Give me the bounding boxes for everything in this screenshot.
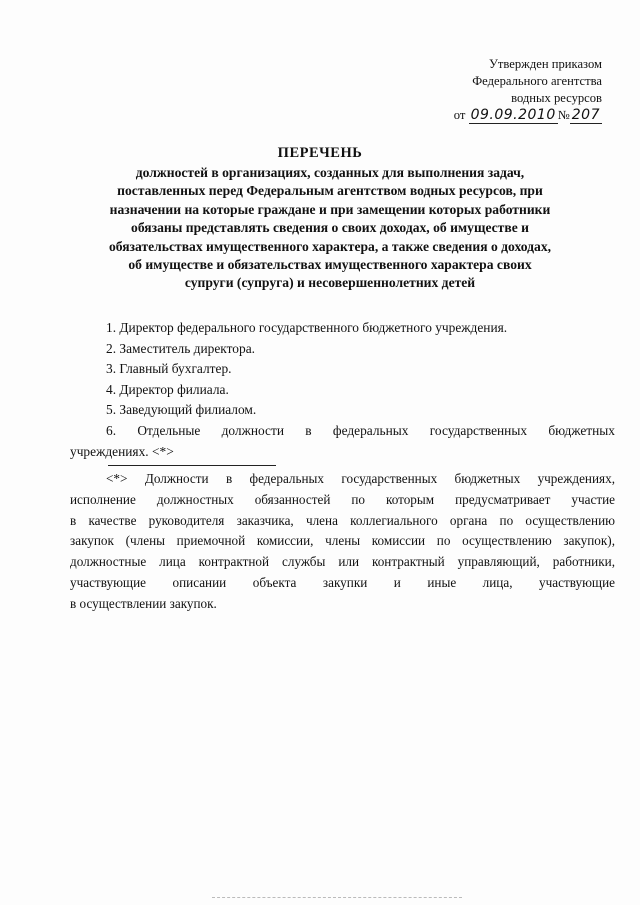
footnote-divider [108,465,276,466]
subtitle-line: назначении на которые граждане и при замещении которых работники [109,201,551,217]
footnote-line: исполнение должностных обязанностей по которым предусматривает участие [70,491,615,507]
footnote-line: должностные лица контрактной службы или контрактный управляющий, работники, [70,554,615,570]
footnote-line: в осуществлении закупок. [70,595,217,611]
approval-line-3: водных ресурсов [511,91,602,105]
approval-line-1: Утвержден приказом [489,57,602,71]
list-item: 2. Заместитель директора. [106,340,255,356]
subtitle-line: супруги (супруга) и несовершеннолетних детей [184,275,476,291]
handwritten-number: 207 [571,107,600,123]
approval-date-line [454,107,602,124]
list-item: 1. Директор федерального государственного бюджетного учреждения. [106,320,508,335]
scan-artifact-line [212,897,462,898]
subtitle-line: об имуществе и обязательствах имущественного характера своих [128,257,532,273]
approval-block [454,56,602,124]
list-item: 4. Директор филиала. [106,381,229,397]
date-prefix: от [453,108,466,122]
footnote-line: закупок (члены приемочной комиссии, члены комиссии по осуществлению закупок), [70,533,615,549]
footnote [70,469,615,615]
subtitle-line: должностей в организациях, созданных для выполнения задач, [135,165,525,180]
footnote-line: участвующие описании объекта закупки и иные лица, участвующие [70,574,615,590]
positions-list [70,318,615,462]
list-item-6-line-2: учреждениях. <*> [70,443,174,459]
subtitle-line: обязаны представлять сведения о своих доходах, об имуществе и [131,220,529,236]
document-subtitle [80,164,580,293]
footnote-line: <*> Должности в федеральных государственных бюджетных учреждениях, [106,471,615,486]
footnote-line: в качестве руководителя заказчика, члена коллегиального органа по осуществлению [70,512,615,528]
number-sign: № [557,108,570,122]
handwritten-date: 09.09.2010 [470,107,556,123]
approval-line-2: Федерального агентства [472,74,602,88]
list-item-6-line-1: 6. Отдельные должности в федеральных государственных бюджетных [106,422,615,438]
list-item: 5. Заведующий филиалом. [106,402,257,418]
subtitle-line: обязательствах имущественного характера, а также сведения о доходах, [108,238,552,254]
list-item: 3. Главный бухгалтер. [106,361,232,377]
document-title: ПЕРЕЧЕНЬ [277,145,363,161]
subtitle-line: поставленных перед Федеральным агентством водных ресурсов, при [117,183,543,199]
